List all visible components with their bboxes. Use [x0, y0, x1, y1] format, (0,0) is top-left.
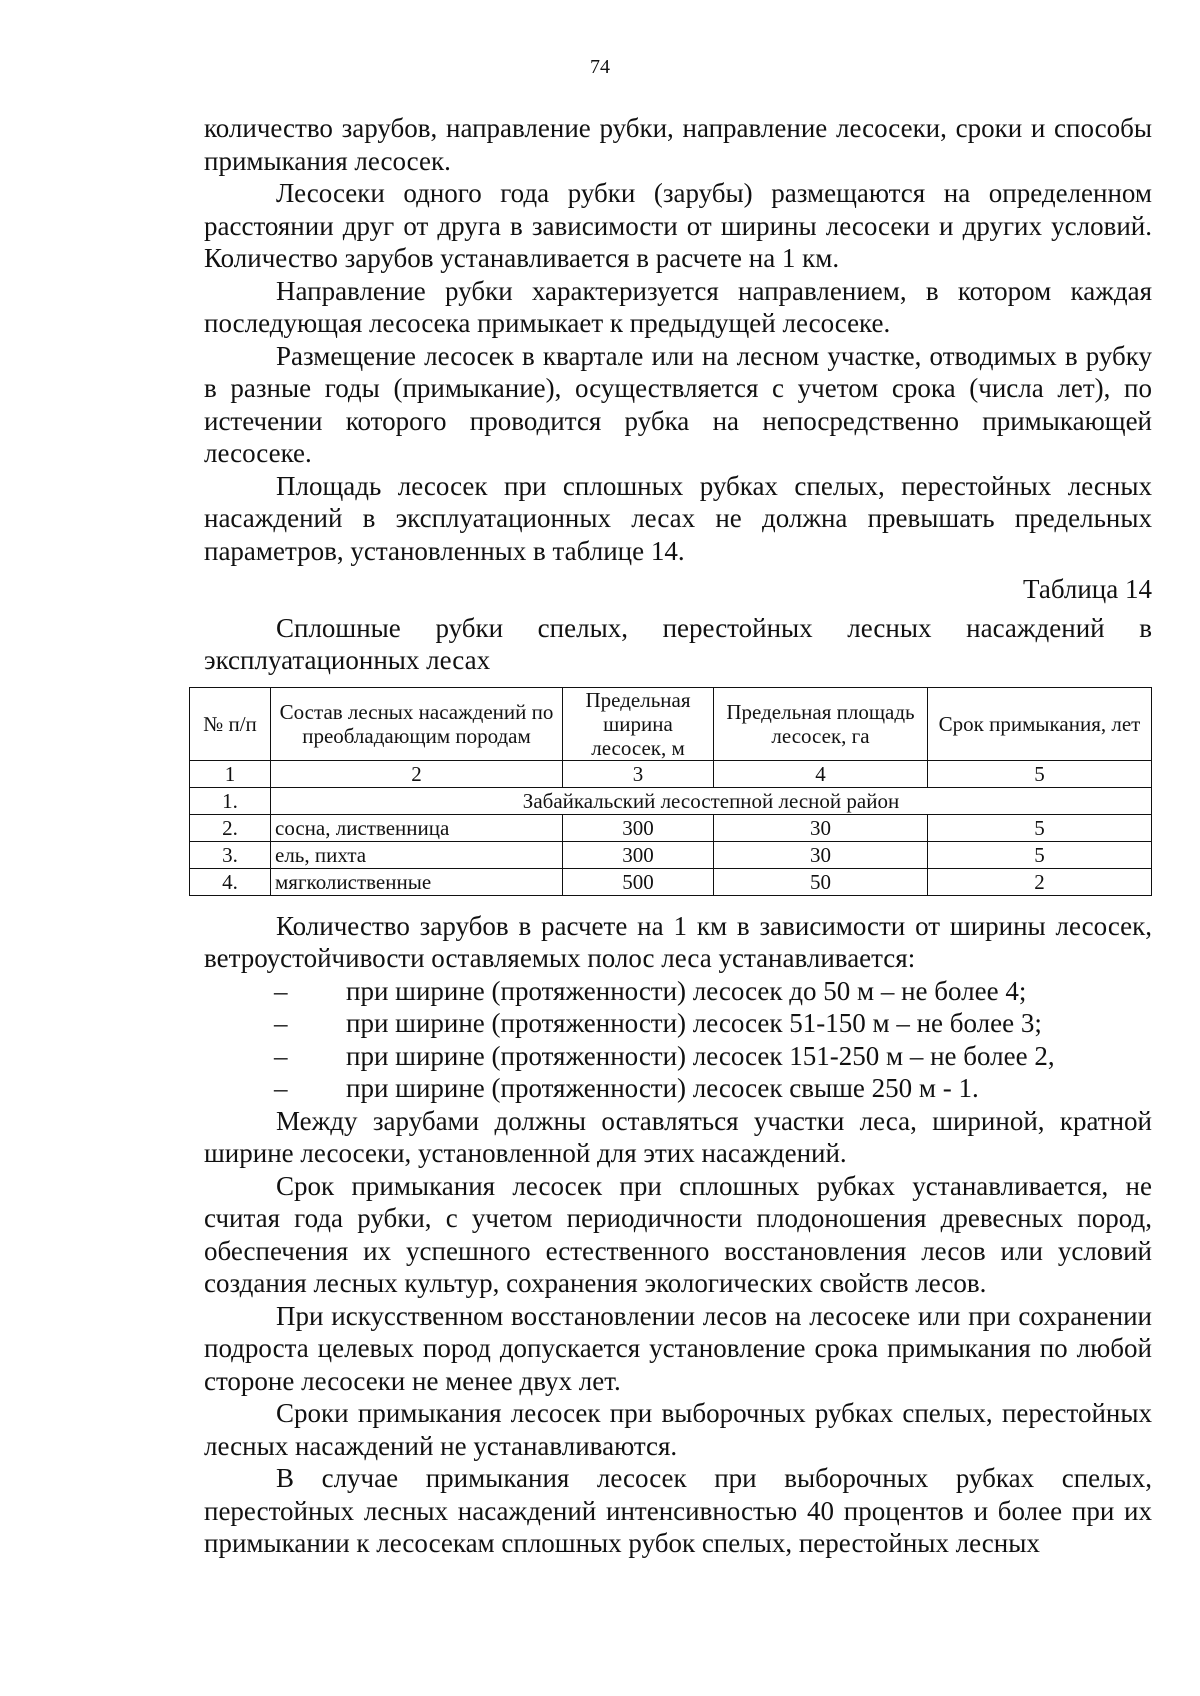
header-width: Предельная ширина лесосек, м — [563, 687, 714, 760]
list-dash: – — [274, 975, 288, 1006]
table-title: Сплошные рубки спелых, перестойных лесных насаждений в эксплуатационных лесах — [204, 612, 1152, 675]
list-item-text: при ширине (протяженности) лесосек до 50 м – не более 4; — [346, 975, 1027, 1006]
document-body — [204, 112, 1152, 1560]
paragraph: Размещение лесосек в квартале или на лесном участке, отводимых в рубку в разные годы (примыкание), осуществляется с учетом срока (числа лет), по истечении которого проводится рубка на непосредственно примыкающей лесосеке. — [204, 340, 1152, 468]
paragraph: Срок примыкания лесосек при сплошных рубках устанавливается, не считая года рубки, с учетом периодичности плодоношения древесных пород, обеспечения их успешного естественного восстановления лесов или условий создания лесных культур, сохранения экологических свойств лесов. — [204, 1170, 1152, 1298]
header-term: Срок примыкания, лет — [928, 687, 1152, 760]
table-cell: 4. — [190, 868, 271, 895]
table-row — [190, 814, 1152, 841]
table-row — [190, 841, 1152, 868]
paragraph: При искусственном восстановлении лесов на лесосеке или при сохранении подроста целевых пород допускается установление срока примыкания по любой стороне лесосеки не менее двух лет. — [204, 1300, 1152, 1396]
table-cell: мягколиственные — [271, 868, 563, 895]
table-cell: 5 — [928, 814, 1152, 841]
table-cell: 5 — [928, 841, 1152, 868]
parameters-table — [189, 687, 1152, 896]
paragraph: В случае примыкания лесосек при выборочных рубках спелых, перестойных лесных насаждений интенсивностью 40 процентов и более при их примыкании к лесосекам сплошных рубок спелых, перестойных лесных — [204, 1463, 1152, 1558]
page-number: 74 — [590, 56, 610, 78]
header-species: Состав лесных насаждений по преобладающим породам — [271, 687, 563, 760]
paragraph-continuation: количество зарубов, направление рубки, направление лесосеки, сроки и способы примыкания лесосек. — [204, 113, 1152, 176]
table-cell: 300 — [563, 814, 714, 841]
table-cell: 1 — [190, 760, 271, 787]
list-item-text: при ширине (протяженности) лесосек 51-150 м – не более 3; — [346, 1008, 1042, 1038]
paragraph: Направление рубки характеризуется направлением, в котором каждая последующая лесосека примыкает к предыдущей лесосеке. — [204, 275, 1152, 338]
table-cell: 4 — [714, 760, 928, 787]
paragraph: Количество зарубов в расчете на 1 км в зависимости от ширины лесосек, ветроустойчивости оставляемых полос леса устанавливается: — [204, 910, 1152, 973]
table-cell: 1. — [190, 787, 271, 814]
table-cell: сосна, лиственница — [271, 814, 563, 841]
list-dash: – — [274, 1073, 288, 1103]
header-number: № п/п — [190, 687, 271, 760]
dash-list — [204, 975, 1152, 1105]
table-cell: 2. — [190, 814, 271, 841]
paragraph: Между зарубами должны оставляться участки леса, шириной, кратной ширине лесосеки, установленной для этих насаждений. — [204, 1105, 1152, 1168]
table-cell: 3 — [563, 760, 714, 787]
table-cell: 2 — [928, 868, 1152, 895]
list-item-text: при ширине (протяженности) лесосек 151-250 м – не более 2, — [346, 1040, 1055, 1071]
list-item — [204, 1072, 1152, 1105]
paragraph: Лесосеки одного года рубки (зарубы) размещаются на определенном расстоянии друг от друга в зависимости от ширины лесосеки и других условий. Количество зарубов устанавливается в расчете на 1 км. — [204, 178, 1152, 273]
list-item-text: при ширине (протяженности) лесосек свыше 250 м - 1. — [346, 1073, 979, 1103]
paragraph: Площадь лесосек при сплошных рубках спелых, перестойных лесных насаждений в эксплуатационных лесах не должна превышать предельных параметров, установленных в таблице 14. — [204, 470, 1152, 566]
column-number-row — [190, 760, 1152, 787]
list-item — [204, 1007, 1152, 1040]
table-label: Таблица 14 — [1023, 574, 1152, 604]
region-row — [190, 787, 1152, 814]
list-dash: – — [274, 1040, 288, 1071]
table-cell: 30 — [714, 814, 928, 841]
table-row — [190, 868, 1152, 895]
paragraph: Сроки примыкания лесосек при выборочных рубках спелых, перестойных лесных насаждений не устанавливаются. — [204, 1398, 1152, 1461]
list-item — [204, 975, 1152, 1008]
table-cell: 50 — [714, 868, 928, 895]
table-header-row — [190, 687, 1152, 760]
region-name: Забайкальский лесостепной лесной район — [271, 787, 1152, 814]
list-dash: – — [274, 1008, 288, 1038]
table-cell: 2 — [271, 760, 563, 787]
header-area: Предельная площадь лесосек, га — [714, 687, 928, 760]
list-item — [204, 1040, 1152, 1073]
table-cell: ель, пихта — [271, 841, 563, 868]
table-cell: 300 — [563, 841, 714, 868]
table-cell: 5 — [928, 760, 1152, 787]
table-cell: 500 — [563, 868, 714, 895]
table-cell: 30 — [714, 841, 928, 868]
table-cell: 3. — [190, 841, 271, 868]
